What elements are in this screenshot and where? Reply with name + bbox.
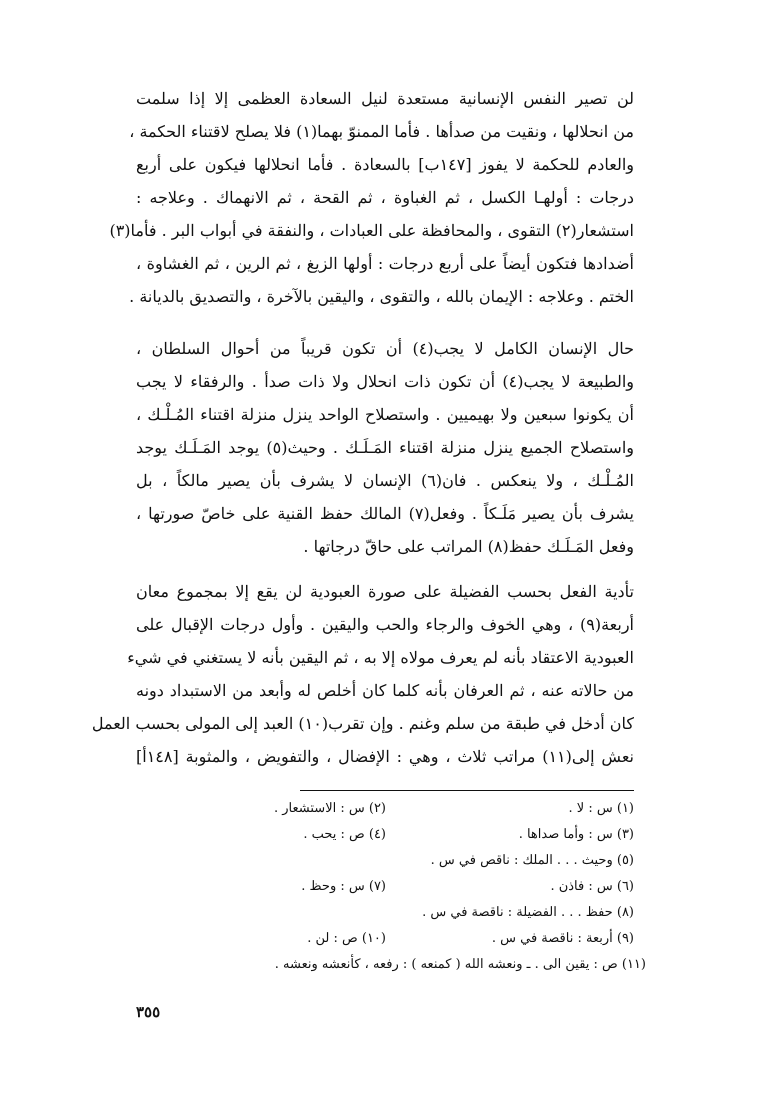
footnote: (١٠) ص : لن .	[307, 931, 386, 946]
text-line: لن تصير النفس الإنسانية مستعدة لنيل السعادة العظمى إلا إذا سلمت	[136, 89, 634, 108]
text-line: أن يكونوا سبعين ولا بهيميين . واستصلاح الواحد ينزل منزلة اقتناء المُـلْـك ،	[136, 405, 634, 424]
text-line: درجات : أولهـا الكسل ، ثم الغباوة ، ثم القحة ، ثم الانهماك . وعلاجه :	[136, 188, 634, 207]
footnote: (٤) ص : يحب .	[303, 827, 386, 842]
footnote: (٥) وحيث . . . الملك : ناقص في س .	[430, 853, 634, 868]
text-line: وفعل المَـلَـك حفظ(٨) المراتب على حاقّ درجاتها .	[303, 537, 634, 556]
footnotes	[136, 796, 646, 978]
text-line: أضدادها فتكون أيضاً على أربع درجات : أولها الزيغ ، ثم الرين ، ثم الغشاوة ،	[136, 254, 634, 273]
footnote: (١) س : لا .	[568, 801, 634, 816]
footnote: (٧) س : وحظ .	[301, 879, 386, 894]
text-line: استشعار(٢) التقوى ، والمحافظة على العبادات ، والنفقة في أبواب البر . فأما(٣)	[109, 221, 634, 240]
paragraph-3	[91, 575, 634, 773]
footnote-row	[136, 796, 646, 822]
footnote-divider	[300, 790, 634, 791]
footnote: (٣) س : وأما صداها .	[518, 827, 634, 842]
text-line: المُـلْـك ، ولا ينعكس . فان(٦) الإنسان لا يشرف بأن يصير مالكاً ، بل	[136, 471, 634, 490]
text-line: والعادم للحكمة لا يفوز [١٤٧ب] بالسعادة . فأما انحلالها فيكون على أربع	[136, 155, 634, 174]
footnote: (٨) حفظ . . . الفضيلة : ناقصة في س .	[422, 905, 634, 920]
footnote: (٩) أربعة : ناقصة في س .	[491, 931, 634, 946]
text-line: تأدية الفعل بحسب الفضيلة على صورة العبودية لن يقع إلا بمجموع معان	[136, 582, 634, 601]
text-line: حال الإنسان الكامل لا يجب(٤) أن تكون قريباً من أحوال السلطان ،	[136, 339, 635, 358]
footnote: (١١) ص : يقين الى . ـ ونعشه الله ( كمنعه ) : رفعه ، كأنعشه ونعشه .	[274, 957, 646, 972]
footnote: (٢) س : الاستشعار .	[274, 801, 386, 816]
text-line: أربعة(٩) ، وهي الخوف والرجاء والحب واليقين . وأول درجات الإقبال على	[136, 615, 634, 634]
text-line: العبودية الاعتقاد بأنه لم يعرف مولاه إلا به ، ثم اليقين بأنه لا يستغني في شيء	[127, 648, 634, 667]
text-line: كان أدخل في طبقة من سلم وغنم . وإن تقرب(١٠) العبد إلى المولى بحسب العمل	[91, 714, 634, 733]
text-line: والطبيعة لا يجب(٤) أن تكون ذات انحلال ولا ذات صدأ . والرفقاء لا يجب	[136, 372, 635, 391]
footnote-row	[136, 926, 646, 952]
text-line: من انحلالها ، ونقيت من صدأها . فأما الممنوّ بهما(١) فلا يصلح لاقتناء الحكمة ،	[129, 122, 634, 141]
footnote: (٦) س : فاذن .	[550, 879, 634, 894]
paragraph-1	[109, 82, 634, 313]
footnote-row	[136, 952, 646, 978]
text-line: الختم . وعلاجه : الإيمان بالله ، والتقوى ، واليقين بالآخرة ، والتصديق بالديانة .	[129, 287, 634, 306]
page-number: ٣٥٥	[136, 1003, 161, 1021]
footnote-row	[136, 900, 646, 926]
text-line: نعش إلى(١١) مراتب ثلاث ، وهي : الإفضال ، والتفويض ، والمثوبة [١٤٨أ]	[136, 747, 634, 766]
footnote-row	[136, 848, 646, 874]
text-line: يشرف بأن يصير مَلَـكاً . وفعل(٧) المالك حفظ القنية على خاصّ صورتها ،	[136, 504, 635, 523]
footnote-row	[136, 822, 646, 848]
paragraph-2	[136, 332, 634, 563]
text-line: من حالاته عنه ، ثم العرفان بأنه كلما كان أخلص له وأبعد من الاستبداد دونه	[136, 681, 634, 700]
text-line: واستصلاح الجميع ينزل منزلة اقتناء المَـلَـك . وحيث(٥) يوجد المَـلَـك يوجد	[136, 438, 634, 457]
footnote-row	[136, 874, 646, 900]
